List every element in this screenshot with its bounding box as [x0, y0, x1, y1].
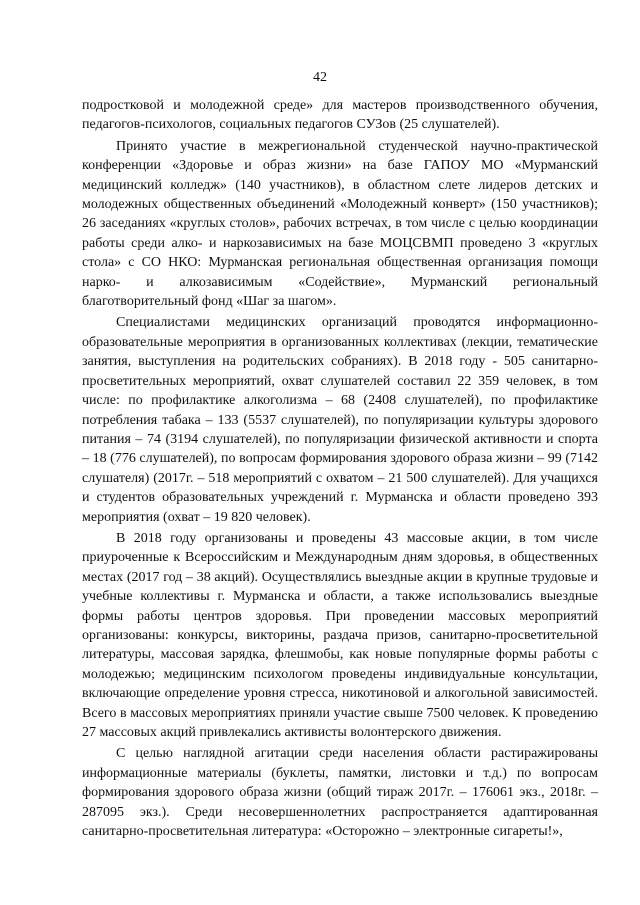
document-body [82, 96, 598, 841]
paragraph-mass-actions: В 2018 году организованы и проведены 43 массовые акции, в том числе приуроченные к Всероссийским и Международным дням здоровья, в общественных местах (2017 год – 38 акций). Осуществлялись выездные акции в крупные трудовые и учебные коллективы г. Мурманска и области, а также использовались выездные формы работы центров здоровья. При проведении массовых мероприятий организованы: конкурсы, викторины, раздача призов, санитарно-просветительной литературы, массовая зарядка, флешмобы, как новые популярные формы работы с молодежью; медицинским психологом проведены индивидуальные консультации, включающие определение уровня стресса, никотиновой и алкогольной зависимостей. Всего в массовых мероприятиях приняли участие свыше 7500 человек. К проведению 27 массовых акций привлекались активисты волонтерского движения. [82, 530, 598, 740]
paragraph-continuation: подростковой и молодежной среде» для мастеров производственного обучения, педагогов-психологов, социальных педагогов СУЗов (25 слушателей). [82, 98, 598, 133]
paragraph-educational-events: Специалистами медицинских организаций проводятся информационно-образовательные мероприятия в организованных коллективах (лекции, тематические занятия, выступления на родительских собраниях). В 2018 году - 505 санитарно-просветительных мероприятий, охват слушателей составил 22 359 человек, в том числе: по профилактике алкоголизма – 68 (2408 слушателей), по профилактике потребления табака – 133 (5537 слушателей), по популяризации культуры здорового питания – 74 (3194 слушателей), по популяризации физической активности и спорта – 18 (776 слушателей), по вопросам формирования здорового образа жизни – 99 (7142 слушателя) (2017г. – 518 мероприятий с охватом – 21 500 слушателей). Для учащихся и студентов образовательных учреждений г. Мурманска и области проведено 393 мероприятия (охват – 19 820 человек). [82, 315, 598, 525]
paragraph-visual-agitation: С целью наглядной агитации среди населения области растиражированы информационные материалы (буклеты, памятки, листовки и т.д.) по вопросам формирования здорового образа жизни (общий тираж 2017г. – 176061 экз., 2018г. – 287095 экз.). Среди несовершеннолетних распространяется адаптированная санитарно-просветительная литература: «Осторожно – электронные сигареты!», [82, 746, 598, 840]
paragraph-participation: Принято участие в межрегиональной студенческой научно-практической конференции «Здоровье и образ жизни» на базе ГАПОУ МО «Мурманский медицинский колледж» (140 участников), в областном слете лидеров детских и молодежных общественных объединений «Молодежный конверт» (150 участников); 26 заседаниях «круглых столов», рабочих встречах, в том числе с целью координации работы среди алко- и наркозависимых на базе МОЦСВМП проведено 3 «круглых стола» с СО НКО: Мурманская региональная общественная организация помощи нарко- и алкозависимым «Содействие», Мурманский региональный благотворительный фонд «Шаг за шагом». [82, 138, 598, 310]
page-number: 42 [313, 70, 327, 85]
